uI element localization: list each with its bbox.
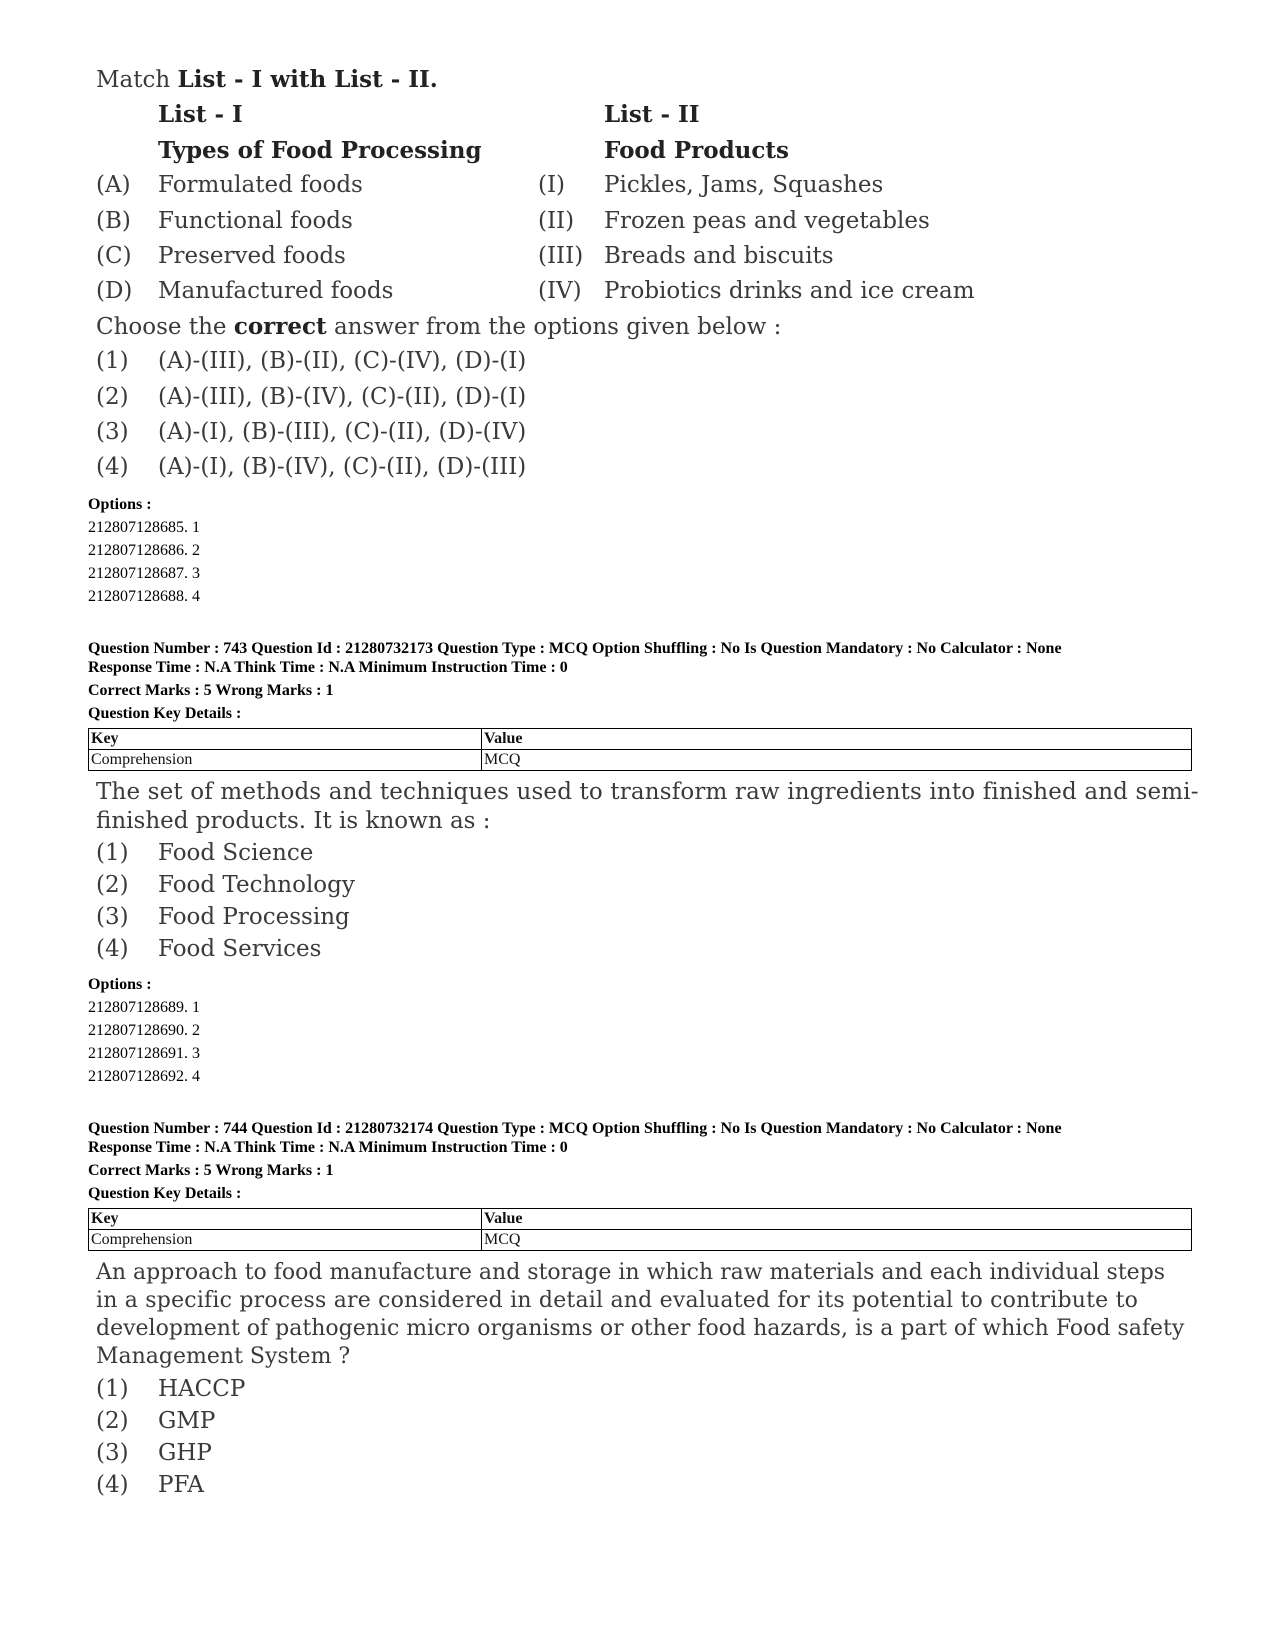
- option-item: 212807128687. 3: [88, 565, 200, 582]
- list2-subtitle: Food Products: [604, 137, 789, 164]
- option-item: 212807128691. 3: [88, 1045, 200, 1062]
- key-details-label: Question Key Details :: [88, 1185, 242, 1202]
- answer-text: PFA: [158, 1472, 205, 1498]
- table-row: [89, 729, 1192, 750]
- answer-text: Food Technology: [158, 872, 355, 898]
- list2-label: (I): [538, 172, 566, 198]
- question-marks: Correct Marks : 5 Wrong Marks : 1: [88, 682, 334, 699]
- list2-label: (II): [538, 208, 575, 234]
- option-item: 212807128685. 1: [88, 519, 200, 536]
- question-text-line: Management System ?: [96, 1344, 351, 1369]
- answer-label: (3): [96, 1440, 129, 1466]
- instruction-bold: List - I with List - II.: [177, 66, 438, 93]
- answer-label: (1): [96, 840, 129, 866]
- value-header: Value: [482, 1209, 1192, 1230]
- question-text-line: finished products. It is known as :: [96, 808, 491, 834]
- answer-label: (2): [96, 384, 129, 410]
- choose-prefix: Choose the: [96, 314, 234, 340]
- answer-text: Food Processing: [158, 904, 350, 930]
- list1-label: (A): [96, 172, 131, 198]
- answer-text: HACCP: [158, 1376, 246, 1402]
- key-details-label: Question Key Details :: [88, 705, 242, 722]
- question-key-table: [88, 1208, 1192, 1251]
- options-label: Options :: [88, 496, 152, 513]
- answer-text: (A)-(III), (B)-(II), (C)-(IV), (D)-(I): [158, 348, 527, 374]
- answer-label: (4): [96, 454, 129, 480]
- key-cell: Comprehension: [89, 750, 482, 771]
- key-header: Key: [89, 1209, 482, 1230]
- question-meta-line: Response Time : N.A Think Time : N.A Minimum Instruction Time : 0: [88, 1139, 568, 1156]
- answer-label: (1): [96, 348, 129, 374]
- question-text-line: The set of methods and techniques used to transform raw ingredients into finished and semi-: [96, 779, 1199, 805]
- answer-label: (2): [96, 872, 129, 898]
- list1-label: (C): [96, 243, 132, 269]
- option-item: 212807128689. 1: [88, 999, 200, 1016]
- answer-text: GMP: [158, 1408, 216, 1434]
- list1-subtitle: Types of Food Processing: [158, 137, 482, 164]
- option-item: 212807128686. 2: [88, 542, 200, 559]
- options-label: Options :: [88, 976, 152, 993]
- answer-label: (3): [96, 904, 129, 930]
- key-cell: Comprehension: [89, 1230, 482, 1251]
- list2-label: (IV): [538, 278, 582, 304]
- list2-label: (III): [538, 243, 584, 269]
- answer-label: (3): [96, 419, 129, 445]
- match-instruction: [96, 66, 438, 93]
- list2-title: List - II: [604, 101, 700, 128]
- list1-item: Preserved foods: [158, 243, 346, 269]
- answer-text: (A)-(I), (B)-(IV), (C)-(II), (D)-(III): [158, 454, 527, 480]
- answer-label: (2): [96, 1408, 129, 1434]
- answer-label: (4): [96, 936, 129, 962]
- table-row: [89, 1230, 1192, 1251]
- option-item: 212807128692. 4: [88, 1068, 200, 1085]
- question-marks: Correct Marks : 5 Wrong Marks : 1: [88, 1162, 334, 1179]
- list1-item: Functional foods: [158, 208, 353, 234]
- list1-item: Manufactured foods: [158, 278, 394, 304]
- question-meta-line: Question Number : 743 Question Id : 21280732173 Question Type : MCQ Option Shuffling : No Is Question Mandatory : No Calculator : None: [88, 640, 1062, 657]
- question-meta-line: Response Time : N.A Think Time : N.A Minimum Instruction Time : 0: [88, 659, 568, 676]
- choose-suffix: answer from the options given below :: [326, 314, 782, 340]
- question-meta-line: Question Number : 744 Question Id : 21280732174 Question Type : MCQ Option Shuffling : No Is Question Mandatory : No Calculator : None: [88, 1120, 1062, 1137]
- table-row: [89, 1209, 1192, 1230]
- choose-bold: correct: [233, 313, 327, 340]
- answer-label: (4): [96, 1472, 129, 1498]
- table-row: [89, 750, 1192, 771]
- instruction-prefix: Match: [96, 67, 178, 93]
- question-text-line: in a specific process are considered in detail and evaluated for its potential to contribute to: [96, 1288, 1139, 1313]
- answer-text: GHP: [158, 1440, 212, 1466]
- choose-instruction: [96, 313, 781, 340]
- list2-item: Probiotics drinks and ice cream: [604, 278, 975, 304]
- option-item: 212807128690. 2: [88, 1022, 200, 1039]
- answer-text: Food Services: [158, 936, 322, 962]
- value-header: Value: [482, 729, 1192, 750]
- key-header: Key: [89, 729, 482, 750]
- value-cell: MCQ: [482, 1230, 1192, 1251]
- answer-text: (A)-(III), (B)-(IV), (C)-(II), (D)-(I): [158, 384, 527, 410]
- list1-title: List - I: [158, 101, 243, 128]
- value-cell: MCQ: [482, 750, 1192, 771]
- list2-item: Pickles, Jams, Squashes: [604, 172, 884, 198]
- answer-label: (1): [96, 1376, 129, 1402]
- question-text-line: An approach to food manufacture and storage in which raw materials and each individual steps: [96, 1260, 1166, 1285]
- answer-text: Food Science: [158, 840, 314, 866]
- option-item: 212807128688. 4: [88, 588, 200, 605]
- list1-item: Formulated foods: [158, 172, 363, 198]
- answer-text: (A)-(I), (B)-(III), (C)-(II), (D)-(IV): [158, 419, 527, 445]
- list1-label: (D): [96, 278, 133, 304]
- list2-item: Breads and biscuits: [604, 243, 834, 269]
- list1-label: (B): [96, 208, 131, 234]
- question-key-table: [88, 728, 1192, 771]
- question-text-line: development of pathogenic micro organisms or other food hazards, is a part of which Food safety: [96, 1316, 1185, 1341]
- list2-item: Frozen peas and vegetables: [604, 208, 930, 234]
